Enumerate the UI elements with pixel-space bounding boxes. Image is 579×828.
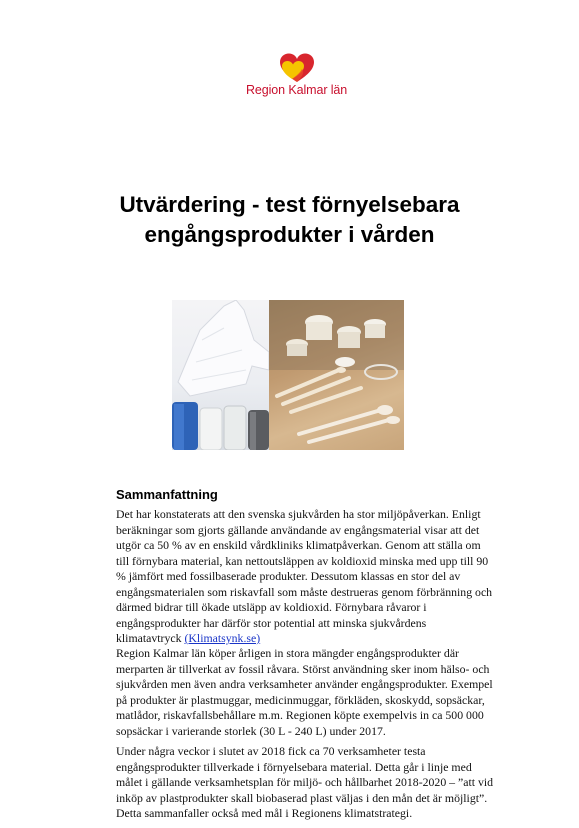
heart-logo-icon — [278, 52, 318, 84]
product-photo-cups-cutlery — [269, 300, 404, 450]
paragraph-1-text: Det har konstaterats att den svenska sjukvården ha stor miljöpåverkan. Enligt beräkningar som gjorts gällande användande av engångsmaterial visar att det utgör ca 50 % av en enskild vårdkliniks klimatpåverkan. Genom att ställa om till förnybara material, kan nettoutsläppen av koldioxid minska med upp till 90 % jämfört med fossilbaserade produkter. Dessutom klassas en stor del av engångsmaterialen som riskavfall som måste destrueras genom förbränning och därmed bidrar till ökade utsläpp av koldioxid. Förnybara råvaror i engångsprodukter har därför stor potential att minska sjukvårdens klimatavtryck — [116, 507, 493, 645]
product-photo-bags-apron — [172, 300, 269, 450]
title-line-1: Utvärdering - test förnyelsebara — [119, 192, 460, 217]
document-title — [60, 190, 519, 250]
paragraph-2: Region Kalmar län köper årligen in stora mängder engångsprodukter där merparten är tillverkat av fossil råvara. Störst användning sker inom hälso- och sjukvården men även andra verksamheter använder engångsprodukter. Exempel på produkter är plastmuggar, medicinmuggar, förkläden, skoskydd, sopsäckar, matlådor, riskavfallsbehållare m.m. Regionen köpte exempelvis in ca 500 000 sopsäckar i varierande storlek (30 L - 240 L) under 2017. — [116, 646, 493, 738]
logo-text: Region Kalmar län — [246, 83, 348, 97]
paragraph-3: Under några veckor i slutet av 2018 fick ca 70 verksamheter testa engångsprodukter tillverkade i förnyelsebara material. Detta går i linje med målet i gällande verksamhetsplan för miljö- och hållbarhet 2018-2020 – ”att vid inköp av plastprodukter skall biobaserad plast väljas i den mån det är möjligt”. Detta sammanfaller också med mål i Regionens klimatstrategi. — [116, 744, 494, 820]
title-line-2: engångsprodukter i vården — [144, 222, 435, 247]
section-heading: Sammanfattning — [116, 487, 218, 502]
paragraph-1 — [116, 507, 494, 647]
apron-and-bags-illustration — [172, 300, 269, 450]
region-logo — [246, 52, 346, 104]
klimatsynk-link[interactable]: (Klimatsynk.se) — [184, 631, 261, 645]
cups-and-cutlery-illustration — [269, 300, 404, 450]
